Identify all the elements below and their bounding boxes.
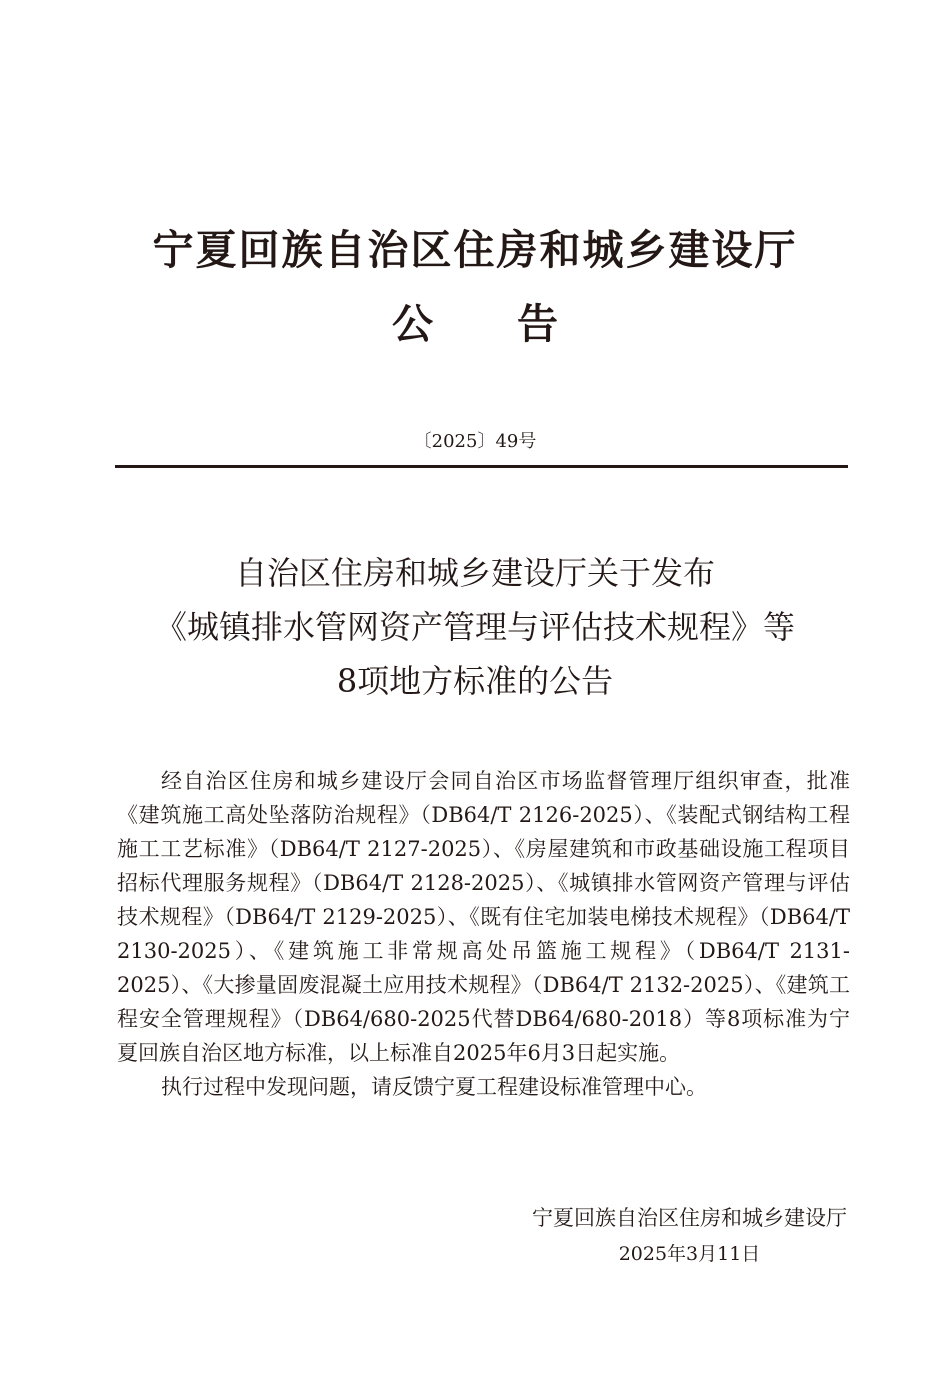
signature-date: 2025年3月11日 (618, 1243, 761, 1265)
heading-line-2: 《城镇排水管网资产管理与评估技术规程》等 (154, 608, 795, 646)
document-number: 〔2025〕49号 (413, 431, 537, 452)
document-type-char-1: 公 (392, 300, 433, 348)
announcement-heading (0, 546, 950, 708)
header-divider (115, 465, 848, 468)
body-paragraph-1: 经自治区住房和城乡建设厅会同自治区市场监督管理厅组织审查，批准《建筑施工高处坠落防治规程》（DB64/T 2126-2025）、《装配式钢结构工程施工工艺标准》（DB64/T 2127-2025）、《房屋建筑和市政基础设施工程项目招标代理服务规程》（DB64/T 2128-2025）、《城镇排水管网资产管理与评估技术规程》（DB64/T 2129-2025）、《既有住宅加装电梯技术规程》（DB64/T 2130-2025）、《建筑施工非常规高处吊篮施工规程》（DB64/T 2131-2025）、《大掺量固废混凝土应用技术规程》（DB64/T 2132-2025）、《建筑工程安全管理规程》（DB64/680-2025代替DB64/680-2018）等8项标准为宁夏回族自治区地方标准，以上标准自2025年6月3日起实施。 (117, 769, 850, 1065)
heading-line-3: 8项地方标准的公告 (336, 662, 614, 700)
body-paragraph-2: 执行过程中发现问题，请反馈宁夏工程建设标准管理中心。 (161, 1075, 707, 1099)
signature-block (532, 1200, 847, 1272)
heading-line-1: 自治区住房和城乡建设厅关于发布 (234, 554, 715, 592)
issuer-title: 宁夏回族自治区住房和城乡建设厅 (152, 226, 798, 274)
document-type-char-2: 告 (517, 300, 558, 348)
document-type (0, 296, 950, 352)
signature-organization: 宁夏回族自治区住房和城乡建设厅 (532, 1206, 847, 1230)
announcement-body (117, 764, 850, 1104)
